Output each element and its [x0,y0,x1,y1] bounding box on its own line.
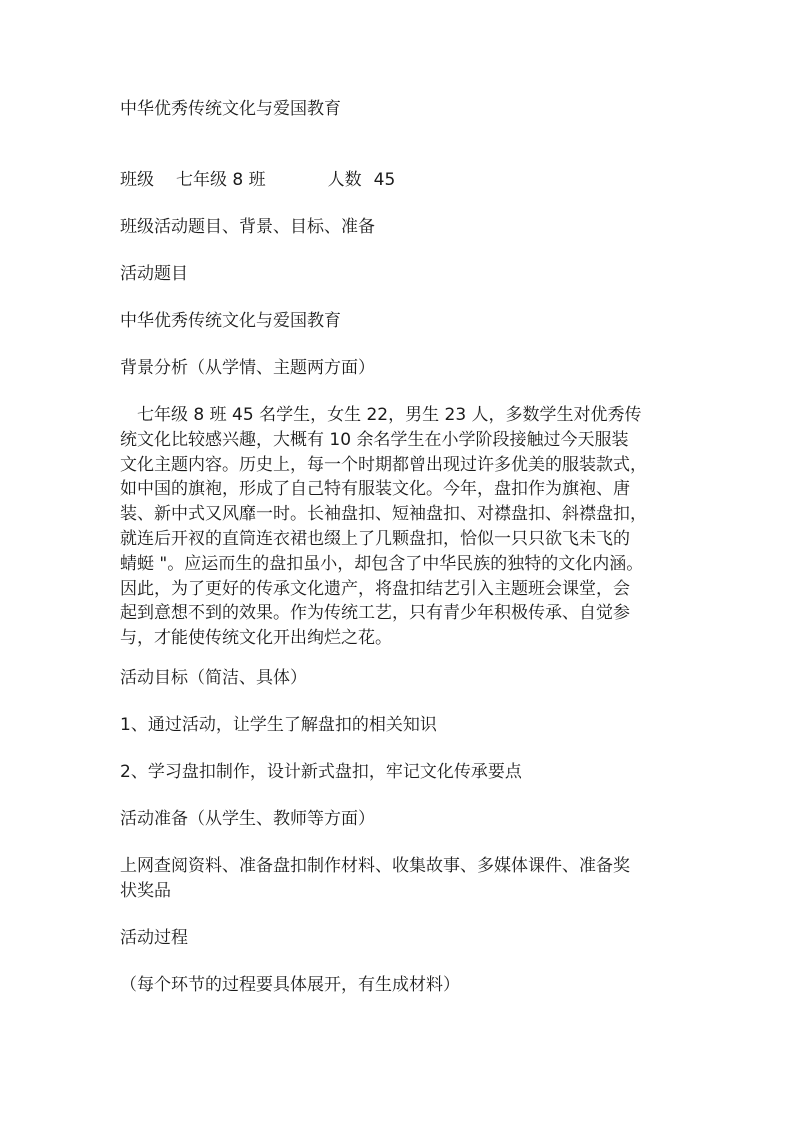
prep-line: 状奖品 [120,880,171,901]
goal-item-2: 2、学习盘扣制作，设计新式盘扣，牢记文化传承要点 [120,762,522,782]
topic-text: 中华优秀传统文化与爱国教育 [120,311,341,331]
goal-item-1: 1、通过活动，让学生了解盘扣的相关知识 [120,715,437,735]
background-line: 就连后开衩的直筒连衣裙也缀上了几颗盘扣，恰似一只只欲飞未飞的 [120,528,630,549]
section-heading: 班级活动题目、背景、目标、准备 [120,217,375,237]
doc-title: 中华优秀传统文化与爱国教育 [120,99,341,119]
background-heading: 背景分析（从学情、主题两方面） [120,358,375,378]
goal-heading: 活动目标（简洁、具体） [120,668,307,688]
process-note: （每个环节的过程要具体展开，有生成材料） [120,975,460,995]
count-value: 45 [373,170,396,190]
background-line: 七年级 8 班 45 名学生，女生 22，男生 23 人，多数学生对优秀传 [120,405,642,425]
background-line: 起到意想不到的效果。作为传统工艺，只有青少年积极传承、自觉参 [120,603,630,624]
background-line: 因此，为了更好的传承文化遗产，将盘扣结艺引入主题班会课堂，会 [120,578,630,599]
process-heading: 活动过程 [120,928,188,948]
background-line: 蜻蜓 "。应运而生的盘扣虽小，却包含了中华民族的独特的文化内涵。 [120,553,644,574]
background-line: 文化主题内容。历史上，每一个时期都曾出现过许多优美的服装款式， [120,454,647,475]
background-line: 装、新中式又风靡一时。长袖盘扣、短袖盘扣、对襟盘扣、斜襟盘扣， [120,504,647,525]
class-info-row [120,168,395,192]
class-label: 班级 [120,170,154,190]
prep-heading: 活动准备（从学生、教师等方面） [120,809,375,829]
prep-line: 上网查阅资料、准备盘扣制作材料、收集故事、多媒体课件、准备奖 [120,856,630,876]
class-value: 七年级 8 班 [176,170,266,190]
background-paragraph [120,403,680,651]
count-label: 人数 [327,170,362,190]
background-line: 统文化比较感兴趣，大概有 10 余名学生在小学阶段接触过今天服装 [120,429,629,450]
topic-heading: 活动题目 [120,264,188,284]
prep-paragraph [120,854,680,904]
background-line: 与，才能使传统文化开出绚烂之花。 [120,628,392,649]
background-line: 如中国的旗袍，形成了自己特有服装文化。今年，盘扣作为旗袍、唐 [120,479,630,500]
